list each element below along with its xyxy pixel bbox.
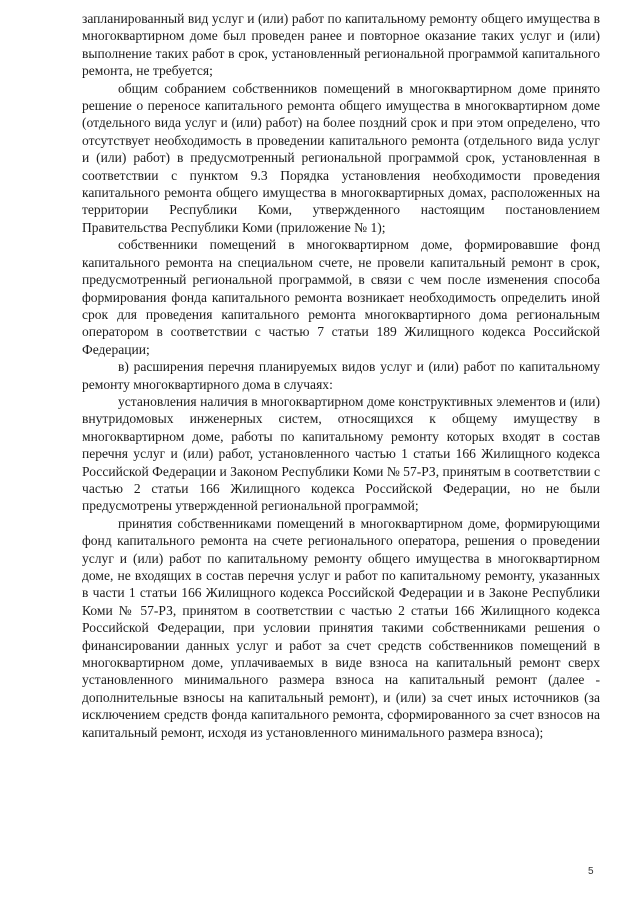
paragraph-structural-elements: установления наличия в многоквартирном доме конструктивных элементов и (или) внутридомовых инженерных систем, относящихся к общему имуществу в многоквартирном доме, работы по капитальному ремонту которых входят в состав перечня услуг и (или) работ, установленного частью 1 статьи 166 Жилищного кодекса Российской Федерации и Законом Республики Коми № 57-РЗ, принятым в соответствии с частью 2 статьи 166 Жилищного кодекса Российской Федерации, но не были предусмотрены утвержденной региональной программой;	[82, 393, 600, 514]
paragraph-continued: запланированный вид услуг и (или) работ по капитальному ремонту общего имущества в многоквартирном доме был проведен ранее и повторное оказание таких услуг и (или) выполнение таких работ в срок, установленный региональной программой капитального ремонта, не требуется;	[82, 11, 600, 79]
document-body	[82, 10, 600, 741]
paragraph-owners-decision: принятия собственниками помещений в многоквартирном доме, формирующими фонд капитального ремонта на счете регионального оператора, решения о проведении услуг и (или) работ по капитальному ремонту общего имущества в многоквартирном доме, не входящих в состав перечня услуг и работ по капитальному ремонту, указанных в части 1 статьи 166 Жилищного кодекса Российской Федерации и в Законе Республики Коми № 57-РЗ, принятом в соответствии с частью 2 статьи 166 Жилищного кодекса Российской Федерации, при условии принятия такими собственниками решения о финансировании данных услуг и работ за счет средств собственников помещений в многоквартирном доме, уплачиваемых в виде взноса на капитальный ремонт сверх установленного минимального размера взноса на капитальный ремонт (далее - дополнительные взносы на капитальный ремонт), и (или) за счет иных источников (за исключением средств фонда капитального ремонта, сформированного за счет взносов на капитальный ремонт, исходя из установленного минимального размера взноса);	[82, 515, 600, 740]
page-number: 5	[588, 866, 594, 877]
paragraph-general-meeting: общим собранием собственников помещений в многоквартирном доме принято решение о переносе капитального ремонта общего имущества в многоквартирном доме (отдельного вида услуг и (или) работ) на более поздний срок и при этом определено, что отсутствует необходимость в проведении капитального ремонта (отдельного вида услуг и (или) работ) в предусмотренный региональной программой срок, установленная в соответствии с пунктом 9.3 Порядка установления необходимости проведения капитального ремонта общего имущества в многоквартирных домах, расположенных на территории Республики Коми, утвержденного настоящим постановлением Правительства Республики Коми (приложение № 1);	[82, 80, 600, 235]
paragraph-special-account: собственники помещений в многоквартирном доме, формировавшие фонд капитального ремонта на специальном счете, не провели капитальный ремонт в срок, предусмотренный региональной программой, в связи с чем после изменения способа формирования фонда капитального ремонта возникает необходимость определить иной срок для проведения капитального ремонта многоквартирного дома региональным оператором в соответствии с частью 7 статьи 189 Жилищного кодекса Российской Федерации;	[82, 237, 600, 357]
paragraph-subitem-v: в) расширения перечня планируемых видов услуг и (или) работ по капитальному ремонту многоквартирного дома в случаях:	[82, 359, 600, 392]
